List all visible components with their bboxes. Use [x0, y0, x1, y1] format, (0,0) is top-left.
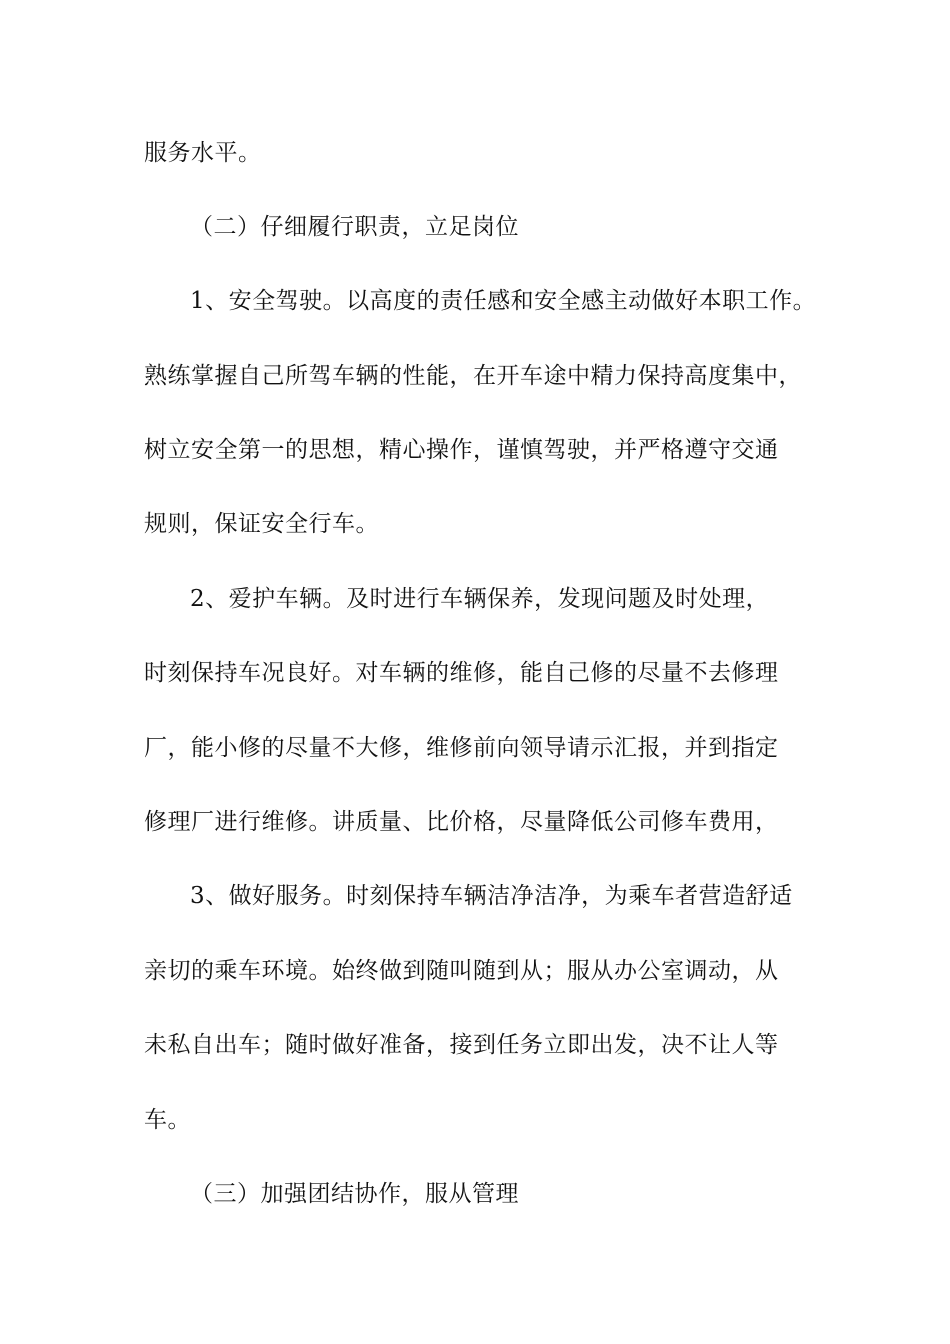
paragraph-2-line-4: 修理厂进行维修。讲质量、比价格，尽量降低公司修车费用，	[144, 809, 779, 835]
paragraph-2-line-3: 厂，能小修的尽量不大修，维修前向领导请示汇报，并到指定	[144, 735, 779, 761]
paragraph-3-line-4: 车。	[144, 1107, 191, 1133]
paragraph-2-line-1: 2、爱护车辆。及时进行车辆保养，发现问题及时处理，	[190, 586, 770, 612]
section-heading-2: （二）仔细履行职责，立足岗位	[190, 214, 519, 240]
paragraph-1-line-3: 树立安全第一的思想，精心操作，谨慎驾驶，并严格遵守交通	[144, 437, 779, 463]
paragraph-1-line-2: 熟练掌握自己所驾车辆的性能，在开车途中精力保持高度集中，	[144, 363, 802, 389]
paragraph-3-line-3: 未私自出车；随时做好准备，接到任务立即出发，决不让人等	[144, 1032, 779, 1058]
section-heading-3: （三）加强团结协作，服从管理	[190, 1181, 519, 1207]
paragraph-2-line-2: 时刻保持车况良好。对车辆的维修，能自己修的尽量不去修理	[144, 660, 779, 686]
paragraph-1-line-1: 1、安全驾驶。以高度的责任感和安全感主动做好本职工作。	[190, 288, 817, 314]
paragraph-3-line-2: 亲切的乘车环境。始终做到随叫随到从；服从办公室调动，从	[144, 958, 779, 984]
text-line-1: 服务水平。	[144, 140, 262, 166]
paragraph-1-line-4: 规则，保证安全行车。	[144, 511, 379, 537]
paragraph-3-line-1: 3、做好服务。时刻保持车辆洁净洁净，为乘车者营造舒适	[190, 883, 793, 909]
